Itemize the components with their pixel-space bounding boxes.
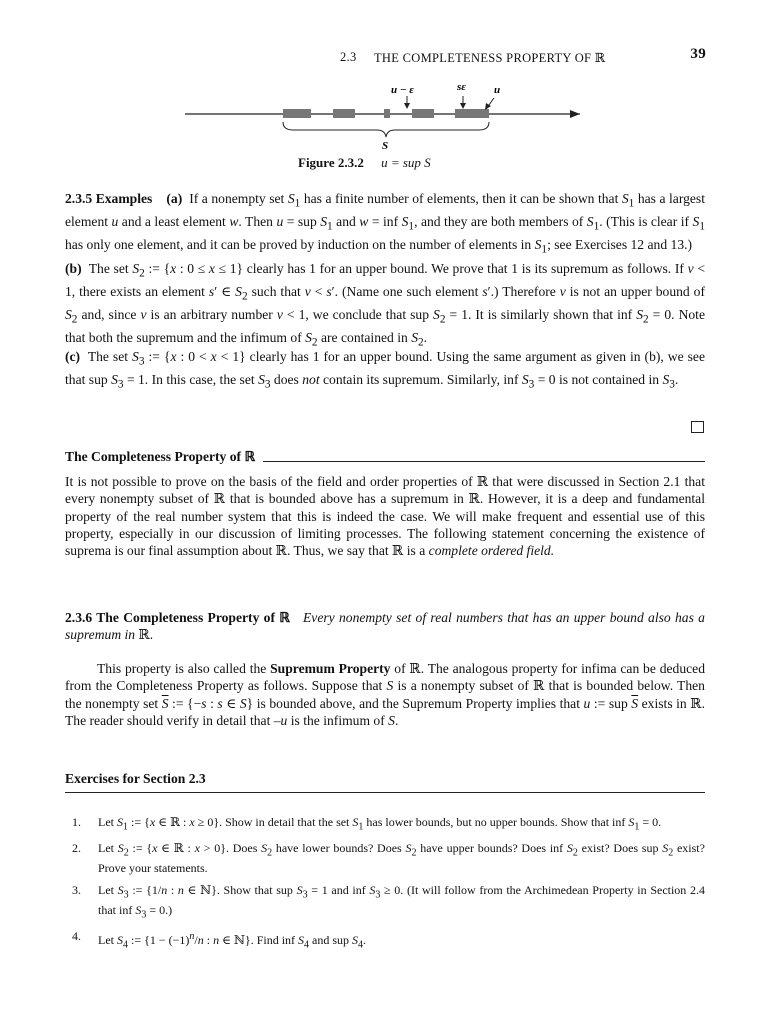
set-segment [455,109,489,118]
number-line-arrowhead [570,110,580,118]
exercise-text: Let $S_4$ := {$1 - (-1)^n/n$ : n ∈ ℕ}. Find inf $S_4$ and sup $S_4$. [98,930,367,950]
exercise-number: 2. [72,840,81,855]
set-segment [283,109,311,118]
exercise-item [65,929,705,953]
header-section-number: 2.3 [340,50,357,64]
exercise-number: 3. [72,882,81,897]
exercise-text: Let $S_1$ := {x ∈ ℝ : x ≥ 0}. Show in detail that the set $S_1$ has lower bounds, but no upper bounds. Show that inf $S_1 = 0$. [98,815,662,833]
page-number: 39 [690,46,706,62]
exercise-text: Let $S_2$ := {x ∈ ℝ : x > 0}. Does $S_2$ have lower bounds? Does $S_2$ have upper bounds? Does inf $S_2$ exist? Does sup $S_2$ exist? Prove your statements. [98,840,705,875]
exercise-item [65,841,705,877]
arrow-u-minus-eps [404,96,410,109]
running-header [340,46,706,68]
arrow-u [485,98,494,110]
completeness-intro: It is not possible to prove on the basis of the field and order properties of ℝ that were discussed in Section 2.1 that every nonempty subset of ℝ that is bounded above has a supremum in ℝ. However, it is a deep and fundamental property of the real number system that this is indeed the case. We will make frequent and essential use of this property, especially in our discussion of limiting processes. The following statement concerning the existence of suprema is our final assumption about ℝ. Thus, we say that ℝ is a complete ordered field. [65,474,705,559]
figure-2-3-2 [185,78,585,158]
section-heading [65,449,705,465]
exercise-item [65,815,705,835]
label-s: S [382,140,389,152]
label-u-minus-eps: u − ε [391,84,414,96]
label-s-eps: sε [457,81,466,93]
set-segment [333,109,355,118]
example-b: (b) The set $S_2$ := {x : 0 ≤ x ≤ 1} clearly has 1 for an upper bound. We prove that 1 is its supremum as follows. If v < 1, there exists an element s′ ∈ $S_2$ such that v < s′. (Name one such element s′.) Therefore v is not an upper bound of $S_2$ and, since v is an arbitrary number v < 1, we conclude that sup $S_2 = 1$. It is similarly shown that inf $S_2 = 0$. Note that both the supremum and the infimum of $S_2$ are contained in $S_2$. [65,261,705,349]
brace-under-s [283,122,489,137]
qed-square [691,421,704,433]
exercises-heading: Exercises for Section 2.3 [65,771,705,793]
set-segment [412,109,434,118]
label-u: u [494,84,501,96]
caption-label: Figure 2.3.2 [298,155,364,170]
section-heading-text: The Completeness Property of ℝ [65,449,256,464]
header-title: THE COMPLETENESS PROPERTY OF ℝ [374,51,606,65]
example-a: 2.3.5 Examples (a) If a nonempty set $S_1$ has a finite number of elements, then it can be shown that $S_1$ has a largest element u and a least element w. Then u = sup $S_1$ and w = inf $S_1$, and they are both members of $S_1$. (This is clear if $S_1$ has only one element, and it can be proved by induction on the number of elements in $S_1$; see Exercises 12 and 13.) [65,191,705,256]
supremum-property-paragraph: This property is also called the Supremum Property of ℝ. The analogous property for infima can be deduced from the Completeness Property as follows. Suppose that S is a nonempty subset of ℝ that is bounded below. Then the nonempty set $\overline{S}$ := {−s : s ∈ S} is bounded above, and the Supremum Property implies that u := sup $\overline{S}$ exists in ℝ. The reader should verify in detail that –u is the infimum of S. [65,661,705,728]
arrow-s-eps [460,96,466,109]
exercise-number: 1. [72,815,81,829]
exercise-item [65,883,705,923]
caption-text: u = sup S [381,155,431,170]
exercise-number: 4. [72,928,81,943]
figure-caption [298,155,431,171]
exercises-list [65,815,705,959]
heading-rule-line [263,461,705,462]
example-c: (c) The set $S_3$ := {x : 0 < x < 1} clearly has 1 for an upper bound. Using the same argument as given in (b), we see that sup $S_3 = 1$. In this case, the set $S_3$ does not contain its supremum. Similarly, inf $S_3 = 0$ is not contained in $S_3$. [65,349,705,391]
exercise-text: Let $S_3$ := {1/n : n ∈ ℕ}. Show that sup $S_3 = 1$ and inf $S_3 \ge 0$. (It will follow from the Archimedean Property in Section 2.4 that inf $S_3 = 0$.) [98,882,705,920]
completeness-theorem: 2.3.6 The Completeness Property of ℝ Every nonempty set of real numbers that has an upper bound also has a supremum in ℝ. [65,610,705,643]
set-segment [384,109,390,118]
